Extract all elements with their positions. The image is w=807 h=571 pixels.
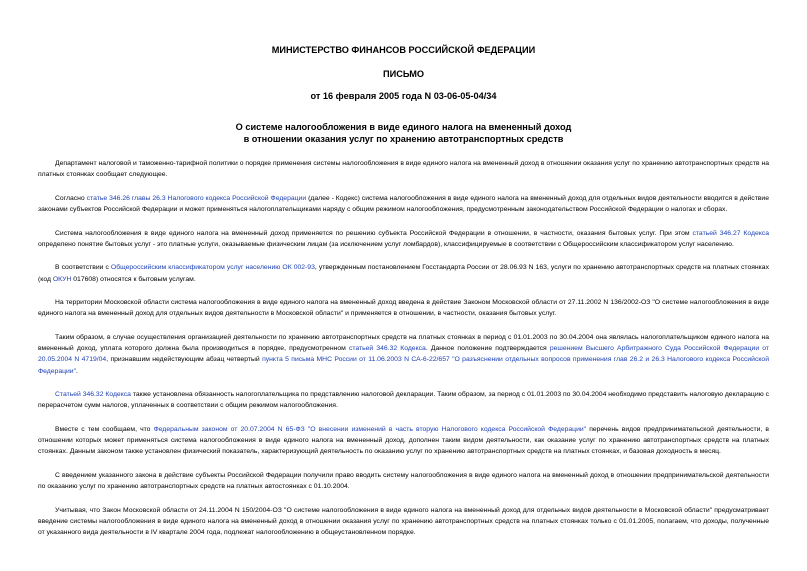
document-link[interactable]: ОКУН xyxy=(52,275,72,283)
paragraph-text: С введением указанного закона в действие субъекты Российской Федерации получили право вводить систему налогообложения в виде единого налога на вмененный доход в отношении предпринимательской деятельности по оказанию услуг по хранению автотранспортных средств на платных автостоянках с 01.10.2004. xyxy=(38,471,769,491)
paragraph-text: 017608) относятся к бытовым услугам. xyxy=(71,275,196,283)
paragraph-text: , признавшим недействующим абзац четвертый xyxy=(106,356,263,364)
paragraph-text: перечень видов предпринимательской деятельности, в отношении которых может применяться система налогообложения в виде единого налога на вмененный доход, дополнен таким видом деятельности, как оказание услуг по хранению автотранспортных средств на платных стоянках. Данным законом также установлен физический показатель, характеризующий деятельность по оказанию услуг по хранению автотранспортных средств на платных стоянках, и базовая доходность в месяц. xyxy=(38,425,769,456)
paragraph-6 xyxy=(38,332,769,377)
doc-type-heading: ПИСЬМО xyxy=(382,69,425,79)
paragraph-text: В соответствии с xyxy=(55,264,111,272)
paragraph-1 xyxy=(38,158,769,180)
subject-line-2: в отношении оказания услуг по хранению автотранспортных средств xyxy=(243,134,564,144)
document-link[interactable]: статьей 346.32 Кодекса xyxy=(348,345,426,353)
paragraph-8 xyxy=(38,424,769,458)
letter-body xyxy=(38,158,769,551)
paragraph-3 xyxy=(38,228,769,250)
paragraph-2 xyxy=(38,193,769,215)
paragraph-text: Учитывая, что Закон Московской области от 24.11.2004 N 150/2004-ОЗ "О системе налогообложения в виде единого налога на вмененный доход для отдельных видов деятельности в Московской области" предусматривает введение системы налогообложения в виде единого налога на вмененный доход в отношении оказания услуг по хранению автотранспортных средств на платных стоянках только с 01.01.2005, полагаем, что доходы, полученные от указанного вида деятельности в IV квартале 2004 года, подлежат налогообложению в общеустановленном порядке. xyxy=(38,506,769,537)
paragraph-text: Вместе с тем сообщаем, что xyxy=(55,425,154,433)
paragraph-7 xyxy=(38,389,769,411)
paragraph-text: . Данное положение подтверждается xyxy=(425,345,550,353)
paragraph-text: Система налогообложения в виде единого налога на вмененный доход применяется по решению субъекта Российской Федерации в отношении, в частности, оказания бытовых услуг. При этом xyxy=(55,229,693,237)
paragraph-text: Согласно xyxy=(55,194,87,202)
paragraph-text: определено понятие бытовых услуг - это платные услуги, оказываемые физическим лицам (за исключением услуг ломбардов), классифицируемые в соответствии с Общероссийским классификатором услуг населению. xyxy=(38,240,734,248)
paragraph-9 xyxy=(38,470,769,492)
paragraph-text: (далее - Кодекс) система налогообложения в виде единого налога на вмененный доход для отдельных видов деятельности вводится в действие законами субъектов Российской Федерации и может применяться налогоплательщиками наряду с общим режимом налогообложения, предусмотренным законодательством Российской Федерации о налогах и сборах. xyxy=(38,194,769,213)
paragraph-text: . xyxy=(76,367,78,375)
paragraph-text: также установлена обязанность налогоплательщика по представлению налоговой декларации. Таким образом, за период с 01.01.2003 по 30.04.2004 необходимо представить налоговую декларацию с перерасчетом сумм налогов, уплаченных в соответствии с общим режимом налогообложения. xyxy=(38,391,769,410)
doc-date-number: от 16 февраля 2005 года N 03-06-05-04/34 xyxy=(310,91,497,101)
document-link[interactable]: статьей 346.27 Кодекса xyxy=(692,229,769,237)
document-link[interactable]: статье 346.26 главы 26.3 Налогового кодекса Российской Федерации xyxy=(86,194,307,202)
paragraph-text: Таким образом, в случае осуществления организацией деятельности по хранению автотранспортных средств на платных стоянках в период с 01.01.2003 по 30.04.2004 она являлась налогоплательщиком единого налога на вмененный доход, уплата которого должна была производиться в порядке, предусмотренном xyxy=(38,333,769,353)
ministry-heading: МИНИСТЕРСТВО ФИНАНСОВ РОССИЙСКОЙ ФЕДЕРАЦИИ xyxy=(271,45,536,55)
subject-line-1: О системе налогообложения в виде единого налога на вмененный доход xyxy=(235,122,572,132)
paragraph-text: На территории Московской области система налогообложения в виде единого налога на вмененный доход введена в действие Законом Московской области от 27.11.2002 N 136/2002-ОЗ "О системе налогообложения в виде единого налога на вмененный доход для отдельных видов деятельности в Московской области" и применяется в отношении, в частности, оказания бытовых услуг. xyxy=(38,299,769,318)
paragraph-10 xyxy=(38,505,769,539)
paragraph-text: Департамент налоговой и таможенно-тарифной политики о порядке применения системы налогообложения в виде единого налога на вмененный доход в отношении оказания услуг по хранению автотранспортных средств на платных стоянках сообщает следующее. xyxy=(38,160,769,179)
document-link[interactable]: Федеральным законом от 20.07.2004 N 65-ФЗ "О внесении изменений в часть вторую Налогового кодекса Российской Федерации" xyxy=(153,425,587,433)
document-link[interactable]: Статьей 346.32 Кодекса xyxy=(55,391,131,399)
document-link[interactable]: решением Высшего Арбитражного Суда Российской Федерации от 20.05.2004 N 4719/04 xyxy=(38,345,769,364)
document-link[interactable]: пункта 5 письма МНС России от 11.06.2003 N СА-6-22/657 "О разъяснении отдельных вопросов применения глав 26.2 и 26.3 Налогового кодекса Российской Федерации" xyxy=(38,356,769,375)
paragraph-text: , утвержденным постановлением Госстандарта России от 28.06.93 N 163, услуги по хранению автотранспортных средств на платных стоянках (код xyxy=(38,264,769,283)
paragraph-4 xyxy=(38,262,769,284)
paragraph-5 xyxy=(38,297,769,319)
document-link[interactable]: Общероссийским классификатором услуг населению ОК 002-93 xyxy=(110,264,315,272)
